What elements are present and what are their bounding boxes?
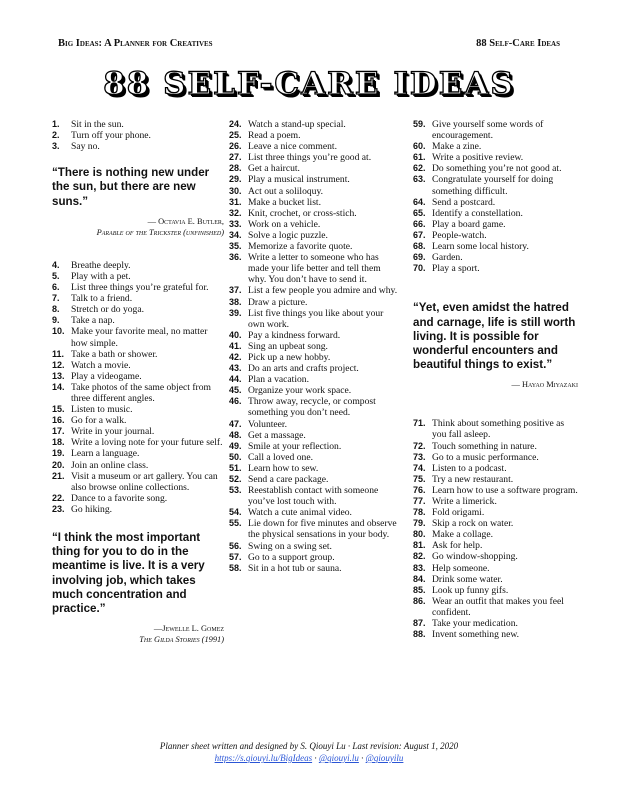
website-link[interactable]: https://s.qiouyi.lu/BigIdeas — [214, 753, 313, 763]
idea-number: 6. — [52, 282, 60, 293]
idea-number: 79. — [413, 518, 426, 529]
idea-text: Watch a movie. — [71, 359, 131, 371]
idea-number: 23. — [52, 503, 65, 514]
idea-text: Memorize a favorite quote. — [248, 241, 353, 253]
quote-text: “Yet, even amidst the hatred and carnage, life is still worth living. It is possible for wonderful encounters and beautiful things to exist.” — [413, 301, 576, 372]
idea-item — [52, 371, 224, 382]
idea-text: List three things you’re grateful for. — [71, 282, 209, 294]
idea-item — [52, 460, 224, 471]
idea-number: 65. — [413, 207, 426, 218]
idea-number: 13. — [52, 370, 65, 381]
idea-number: 34. — [229, 229, 242, 240]
idea-item — [52, 471, 224, 493]
idea-text: Make a bucket list. — [248, 196, 321, 208]
idea-list — [413, 119, 578, 274]
idea-text: Knit, crochet, or cross-stich. — [248, 207, 357, 219]
idea-text: Sing an upbeat song. — [248, 340, 328, 352]
idea-item — [229, 186, 399, 197]
idea-item — [229, 163, 399, 174]
idea-text: Go to a music performance. — [432, 451, 539, 463]
idea-item — [229, 141, 399, 152]
idea-number: 39. — [229, 307, 242, 318]
idea-item — [229, 152, 399, 163]
idea-text: Learn some local history. — [432, 241, 529, 253]
idea-item — [52, 448, 224, 459]
idea-item — [413, 163, 578, 174]
idea-text: Take a bath or shower. — [71, 348, 158, 360]
idea-text: Pick up a new hobby. — [248, 351, 331, 363]
idea-text: Volunteer. — [248, 418, 287, 430]
idea-item — [413, 463, 578, 474]
idea-number: 7. — [52, 293, 60, 304]
idea-number: 57. — [229, 551, 242, 562]
idea-number: 51. — [229, 462, 242, 473]
page-title: 88 SELF-CARE IDEAS — [103, 66, 515, 102]
idea-item — [229, 174, 399, 185]
idea-number: 2. — [52, 130, 60, 141]
idea-text: Play a sport. — [432, 263, 480, 275]
idea-text: Reestablish contact with someone you’ve lost touch with. — [248, 485, 379, 508]
idea-text: Go window-shopping. — [432, 551, 518, 563]
idea-text: Go hiking. — [71, 503, 113, 515]
idea-item — [229, 419, 399, 430]
idea-number: 3. — [52, 141, 60, 152]
idea-number: 16. — [52, 415, 65, 426]
idea-text: Work on a vehicle. — [248, 218, 321, 230]
idea-text: Ask for help. — [432, 540, 483, 552]
idea-number: 35. — [229, 241, 242, 252]
idea-number: 66. — [413, 218, 426, 229]
idea-item — [229, 452, 399, 463]
idea-item — [229, 396, 399, 418]
idea-number: 71. — [413, 418, 426, 429]
idea-text: Stretch or do yoga. — [71, 304, 145, 316]
idea-item — [52, 119, 224, 130]
idea-item — [229, 285, 399, 296]
idea-number: 63. — [413, 174, 426, 185]
idea-number: 81. — [413, 540, 426, 551]
idea-text: Send a postcard. — [432, 196, 496, 208]
idea-item — [413, 496, 578, 507]
idea-item — [229, 297, 399, 308]
idea-item — [413, 219, 578, 230]
idea-item — [229, 485, 399, 507]
page-footer — [0, 740, 618, 764]
idea-text: Play a board game. — [432, 218, 506, 230]
footer-credit: Planner sheet written and designed by S. Qiouyi Lu · Last revision: August 1, 2020 — [159, 741, 459, 751]
idea-number: 74. — [413, 462, 426, 473]
idea-item — [413, 452, 578, 463]
idea-item — [229, 507, 399, 518]
idea-item — [52, 437, 224, 448]
idea-item — [413, 197, 578, 208]
idea-text: Pay a kindness forward. — [248, 329, 341, 341]
idea-number: 36. — [229, 252, 242, 263]
idea-item — [229, 230, 399, 241]
idea-text: Act out a soliloquy. — [248, 185, 324, 197]
idea-item — [413, 152, 578, 163]
idea-item — [52, 130, 224, 141]
quote-block — [52, 166, 224, 238]
quote-attribution — [52, 216, 224, 238]
idea-number: 83. — [413, 562, 426, 573]
idea-item — [52, 504, 224, 515]
idea-number: 67. — [413, 229, 426, 240]
idea-text: Wear an outfit that makes you feel confident. — [432, 595, 564, 618]
idea-number: 22. — [52, 492, 65, 503]
idea-item — [229, 552, 399, 563]
idea-text: Solve a logic puzzle. — [248, 229, 328, 241]
quote-block — [413, 301, 578, 390]
idea-number: 69. — [413, 252, 426, 263]
quote-text: “There is nothing new under the sun, but there are new suns.” — [52, 166, 210, 208]
idea-text: Garden. — [432, 252, 463, 264]
idea-text: Fold origami. — [432, 507, 485, 519]
quote-block — [52, 531, 224, 645]
idea-text: Learn how to use a software program. — [432, 484, 578, 496]
idea-text: Visit a museum or art gallery. You can also browse online collections. — [71, 470, 218, 493]
idea-text: List five things you like about your own work. — [248, 307, 384, 330]
link-separator: · — [312, 753, 319, 763]
idea-item — [52, 493, 224, 504]
idea-item — [413, 252, 578, 263]
quote-source: Parable of the Trickster (unfinished) — [96, 227, 224, 237]
idea-number: 78. — [413, 507, 426, 518]
idea-text: Play a videogame. — [71, 370, 142, 382]
idea-item — [52, 293, 224, 304]
instagram-link[interactable]: @qiouyi.lu — [318, 753, 359, 763]
idea-text: Go to a support group. — [248, 551, 335, 563]
idea-text: Learn how to sew. — [248, 462, 319, 474]
idea-item — [413, 574, 578, 585]
idea-item — [52, 415, 224, 426]
idea-number: 47. — [229, 418, 242, 429]
idea-text: Write in your journal. — [71, 426, 155, 438]
idea-item — [229, 463, 399, 474]
idea-text: Write a limerick. — [432, 495, 497, 507]
idea-item — [52, 282, 224, 293]
idea-text: Draw a picture. — [248, 296, 308, 308]
idea-text: Read a poem. — [248, 130, 301, 142]
idea-number: 26. — [229, 141, 242, 152]
idea-text: Talk to a friend. — [71, 293, 133, 305]
idea-text: Turn off your phone. — [71, 130, 151, 142]
idea-text: Give yourself some words of encouragement. — [432, 119, 544, 142]
idea-number: 29. — [229, 174, 242, 185]
idea-item — [413, 596, 578, 618]
idea-number: 14. — [52, 381, 65, 392]
idea-item — [413, 540, 578, 551]
idea-text: Organize your work space. — [248, 385, 352, 397]
idea-item — [413, 230, 578, 241]
idea-number: 58. — [229, 562, 242, 573]
idea-list — [52, 119, 224, 152]
idea-item — [413, 174, 578, 196]
idea-number: 27. — [229, 152, 242, 163]
idea-item — [413, 529, 578, 540]
idea-text: Congratulate yourself for doing something difficult. — [432, 174, 554, 197]
idea-item — [52, 315, 224, 326]
page-header — [58, 38, 560, 54]
idea-text: Drink some water. — [432, 573, 503, 585]
idea-number: 75. — [413, 473, 426, 484]
idea-item — [229, 330, 399, 341]
idea-item — [413, 263, 578, 274]
idea-text: Look up funny gifs. — [432, 584, 509, 596]
idea-item — [413, 418, 578, 440]
idea-number: 50. — [229, 451, 242, 462]
idea-item — [52, 326, 224, 348]
idea-item — [413, 119, 578, 141]
idea-number: 9. — [52, 315, 60, 326]
idea-number: 77. — [413, 495, 426, 506]
idea-number: 49. — [229, 440, 242, 451]
idea-text: Skip a rock on water. — [432, 518, 514, 530]
idea-item — [229, 308, 399, 330]
idea-item — [229, 363, 399, 374]
idea-number: 46. — [229, 396, 242, 407]
idea-number: 59. — [413, 119, 426, 129]
idea-item — [52, 271, 224, 282]
header-sheet-name: 88 Self-Care Ideas — [476, 38, 560, 49]
idea-number: 62. — [413, 163, 426, 174]
idea-item — [229, 341, 399, 352]
idea-text: Send a care package. — [248, 474, 329, 485]
idea-item — [413, 618, 578, 629]
idea-number: 37. — [229, 285, 242, 296]
idea-number: 53. — [229, 485, 242, 496]
idea-item — [413, 241, 578, 252]
idea-number: 25. — [229, 130, 242, 141]
column-3 — [413, 119, 578, 640]
idea-text: Breathe deeply. — [71, 259, 131, 271]
idea-text: Make your favorite meal, no matter how simple. — [71, 326, 208, 349]
idea-text: Write a loving note for your future self. — [71, 437, 223, 449]
idea-text: Lie down for five minutes and observe the physical sensations in your body. — [248, 518, 397, 541]
idea-item — [52, 260, 224, 271]
idea-number: 32. — [229, 207, 242, 218]
idea-text: Say no. — [71, 141, 100, 153]
idea-text: Leave a nice comment. — [248, 141, 337, 153]
idea-number: 17. — [52, 426, 65, 437]
idea-text: Take a nap. — [71, 315, 115, 327]
idea-item — [229, 518, 399, 540]
idea-item — [413, 629, 578, 640]
idea-text: Try a new restaurant. — [432, 473, 514, 485]
idea-number: 85. — [413, 584, 426, 595]
idea-item — [229, 474, 399, 485]
idea-text: Do an arts and crafts project. — [248, 363, 359, 375]
idea-item — [52, 141, 224, 152]
idea-item — [229, 374, 399, 385]
idea-number: 15. — [52, 404, 65, 415]
idea-number: 80. — [413, 529, 426, 540]
idea-item — [52, 426, 224, 437]
idea-text: Smile at your reflection. — [248, 440, 342, 452]
quote-author: —Jewelle L. Gomez — [153, 624, 224, 634]
idea-item — [229, 130, 399, 141]
idea-number: 48. — [229, 429, 242, 440]
quote-author: — Octavia E. Butler, — [147, 216, 224, 226]
idea-item — [229, 385, 399, 396]
idea-item — [413, 551, 578, 562]
idea-text: Play a musical instrument. — [248, 174, 350, 186]
idea-item — [413, 141, 578, 152]
idea-text: Touch something in nature. — [432, 440, 537, 452]
idea-number: 70. — [413, 263, 426, 274]
idea-number: 55. — [229, 518, 242, 529]
idea-item — [413, 485, 578, 496]
idea-item — [229, 252, 399, 285]
idea-number: 76. — [413, 484, 426, 495]
idea-item — [52, 360, 224, 371]
idea-item — [229, 441, 399, 452]
idea-number: 38. — [229, 296, 242, 307]
idea-text: Dance to a favorite song. — [71, 492, 168, 504]
idea-text: Listen to a podcast. — [432, 462, 507, 474]
idea-number: 8. — [52, 304, 60, 315]
idea-number: 86. — [413, 595, 426, 606]
idea-text: Take photos of the same object from three different angles. — [71, 381, 211, 405]
idea-number: 42. — [229, 351, 242, 362]
footer-links — [0, 752, 618, 764]
idea-item — [413, 208, 578, 219]
idea-number: 64. — [413, 196, 426, 207]
idea-item — [229, 541, 399, 552]
idea-number: 18. — [52, 437, 65, 448]
idea-text: Get a massage. — [248, 429, 306, 441]
idea-item — [229, 208, 399, 219]
idea-number: 5. — [52, 270, 60, 281]
idea-number: 20. — [52, 459, 65, 470]
idea-text: Sit in the sun. — [71, 119, 124, 130]
idea-list — [52, 260, 224, 515]
idea-number: 52. — [229, 474, 242, 484]
idea-text: Throw away, recycle, or compost something you don’t need. — [248, 396, 376, 419]
idea-item — [52, 304, 224, 315]
idea-text: Write a letter to someone who has made your life better and tell them why. You don’t have to send it. — [248, 252, 381, 286]
quote-text: “I think the most important thing for you to do in the meantime is live. It is a very involving job, which takes much concentration and practice.” — [52, 531, 205, 616]
idea-text: Go for a walk. — [71, 415, 127, 427]
idea-item — [229, 563, 399, 574]
idea-item — [413, 563, 578, 574]
idea-number: 12. — [52, 359, 65, 370]
idea-number: 56. — [229, 540, 242, 551]
idea-number: 72. — [413, 440, 426, 451]
quote-author: — Hayao Miyazaki — [511, 380, 578, 390]
idea-text: List a few people you admire and why. — [248, 285, 398, 297]
idea-text: Listen to music. — [71, 404, 133, 416]
idea-text: Identify a constellation. — [432, 207, 523, 219]
idea-number: 84. — [413, 573, 426, 584]
idea-text: Watch a stand-up special. — [248, 119, 346, 130]
idea-item — [413, 518, 578, 529]
idea-number: 41. — [229, 340, 242, 351]
column-2 — [229, 119, 399, 574]
idea-text: Make a zine. — [432, 141, 482, 153]
idea-number: 31. — [229, 196, 242, 207]
idea-text: Learn a language. — [71, 448, 140, 460]
idea-number: 33. — [229, 218, 242, 229]
idea-number: 82. — [413, 551, 426, 562]
idea-number: 44. — [229, 374, 242, 385]
idea-number: 11. — [52, 348, 65, 359]
idea-text: Do something you’re not good at. — [432, 163, 562, 175]
idea-text: Think about something positive as you fall asleep. — [432, 418, 565, 441]
idea-text: Call a loved one. — [248, 451, 314, 463]
idea-number: 68. — [413, 241, 426, 252]
idea-text: List three things you’re good at. — [248, 152, 372, 164]
idea-number: 28. — [229, 163, 242, 174]
idea-number: 1. — [52, 119, 60, 129]
idea-number: 88. — [413, 629, 426, 640]
idea-text: Help someone. — [432, 562, 490, 574]
idea-item — [229, 430, 399, 441]
idea-item — [413, 585, 578, 596]
idea-item — [229, 352, 399, 363]
idea-number: 21. — [52, 470, 65, 481]
idea-item — [413, 474, 578, 485]
idea-text: Play with a pet. — [71, 270, 131, 282]
idea-item — [52, 404, 224, 415]
idea-number: 10. — [52, 326, 65, 337]
header-planner-name: Big Ideas: A Planner for Creatives — [58, 38, 213, 49]
idea-number: 19. — [52, 448, 65, 459]
quote-attribution — [413, 379, 578, 390]
idea-item — [229, 241, 399, 252]
idea-text: Make a collage. — [432, 529, 493, 541]
idea-number: 60. — [413, 141, 426, 152]
idea-number: 24. — [229, 119, 242, 129]
twitter-link[interactable]: @qiouyilu — [365, 753, 404, 763]
idea-text: Watch a cute animal video. — [248, 507, 352, 519]
quote-source: The Gilda Stories (1991) — [139, 635, 224, 645]
idea-number: 61. — [413, 152, 426, 163]
idea-number: 73. — [413, 451, 426, 462]
idea-number: 54. — [229, 507, 242, 518]
idea-number: 30. — [229, 185, 242, 196]
idea-number: 43. — [229, 363, 242, 374]
idea-number: 40. — [229, 329, 242, 340]
link-separator: · — [358, 753, 366, 763]
idea-item — [229, 219, 399, 230]
idea-text: Get a haircut. — [248, 163, 300, 175]
idea-list — [413, 418, 578, 640]
idea-text: Plan a vacation. — [248, 374, 310, 386]
idea-number: 45. — [229, 385, 242, 396]
idea-text: Take your medication. — [432, 618, 518, 630]
idea-item — [413, 441, 578, 452]
idea-item — [413, 507, 578, 518]
idea-list — [229, 119, 399, 574]
idea-item — [229, 119, 399, 130]
idea-number: 4. — [52, 259, 60, 270]
idea-item — [52, 349, 224, 360]
quote-attribution — [52, 623, 224, 645]
idea-text: Swing on a swing set. — [248, 540, 332, 552]
idea-text: Sit in a hot tub or sauna. — [248, 562, 342, 574]
column-1 — [52, 119, 224, 645]
idea-number: 87. — [413, 618, 426, 629]
idea-text: Write a positive review. — [432, 152, 524, 164]
idea-item — [52, 382, 224, 404]
idea-text: Join an online class. — [71, 459, 149, 471]
idea-item — [229, 197, 399, 208]
idea-text: People-watch. — [432, 229, 487, 241]
idea-text: Invent something new. — [432, 629, 520, 641]
